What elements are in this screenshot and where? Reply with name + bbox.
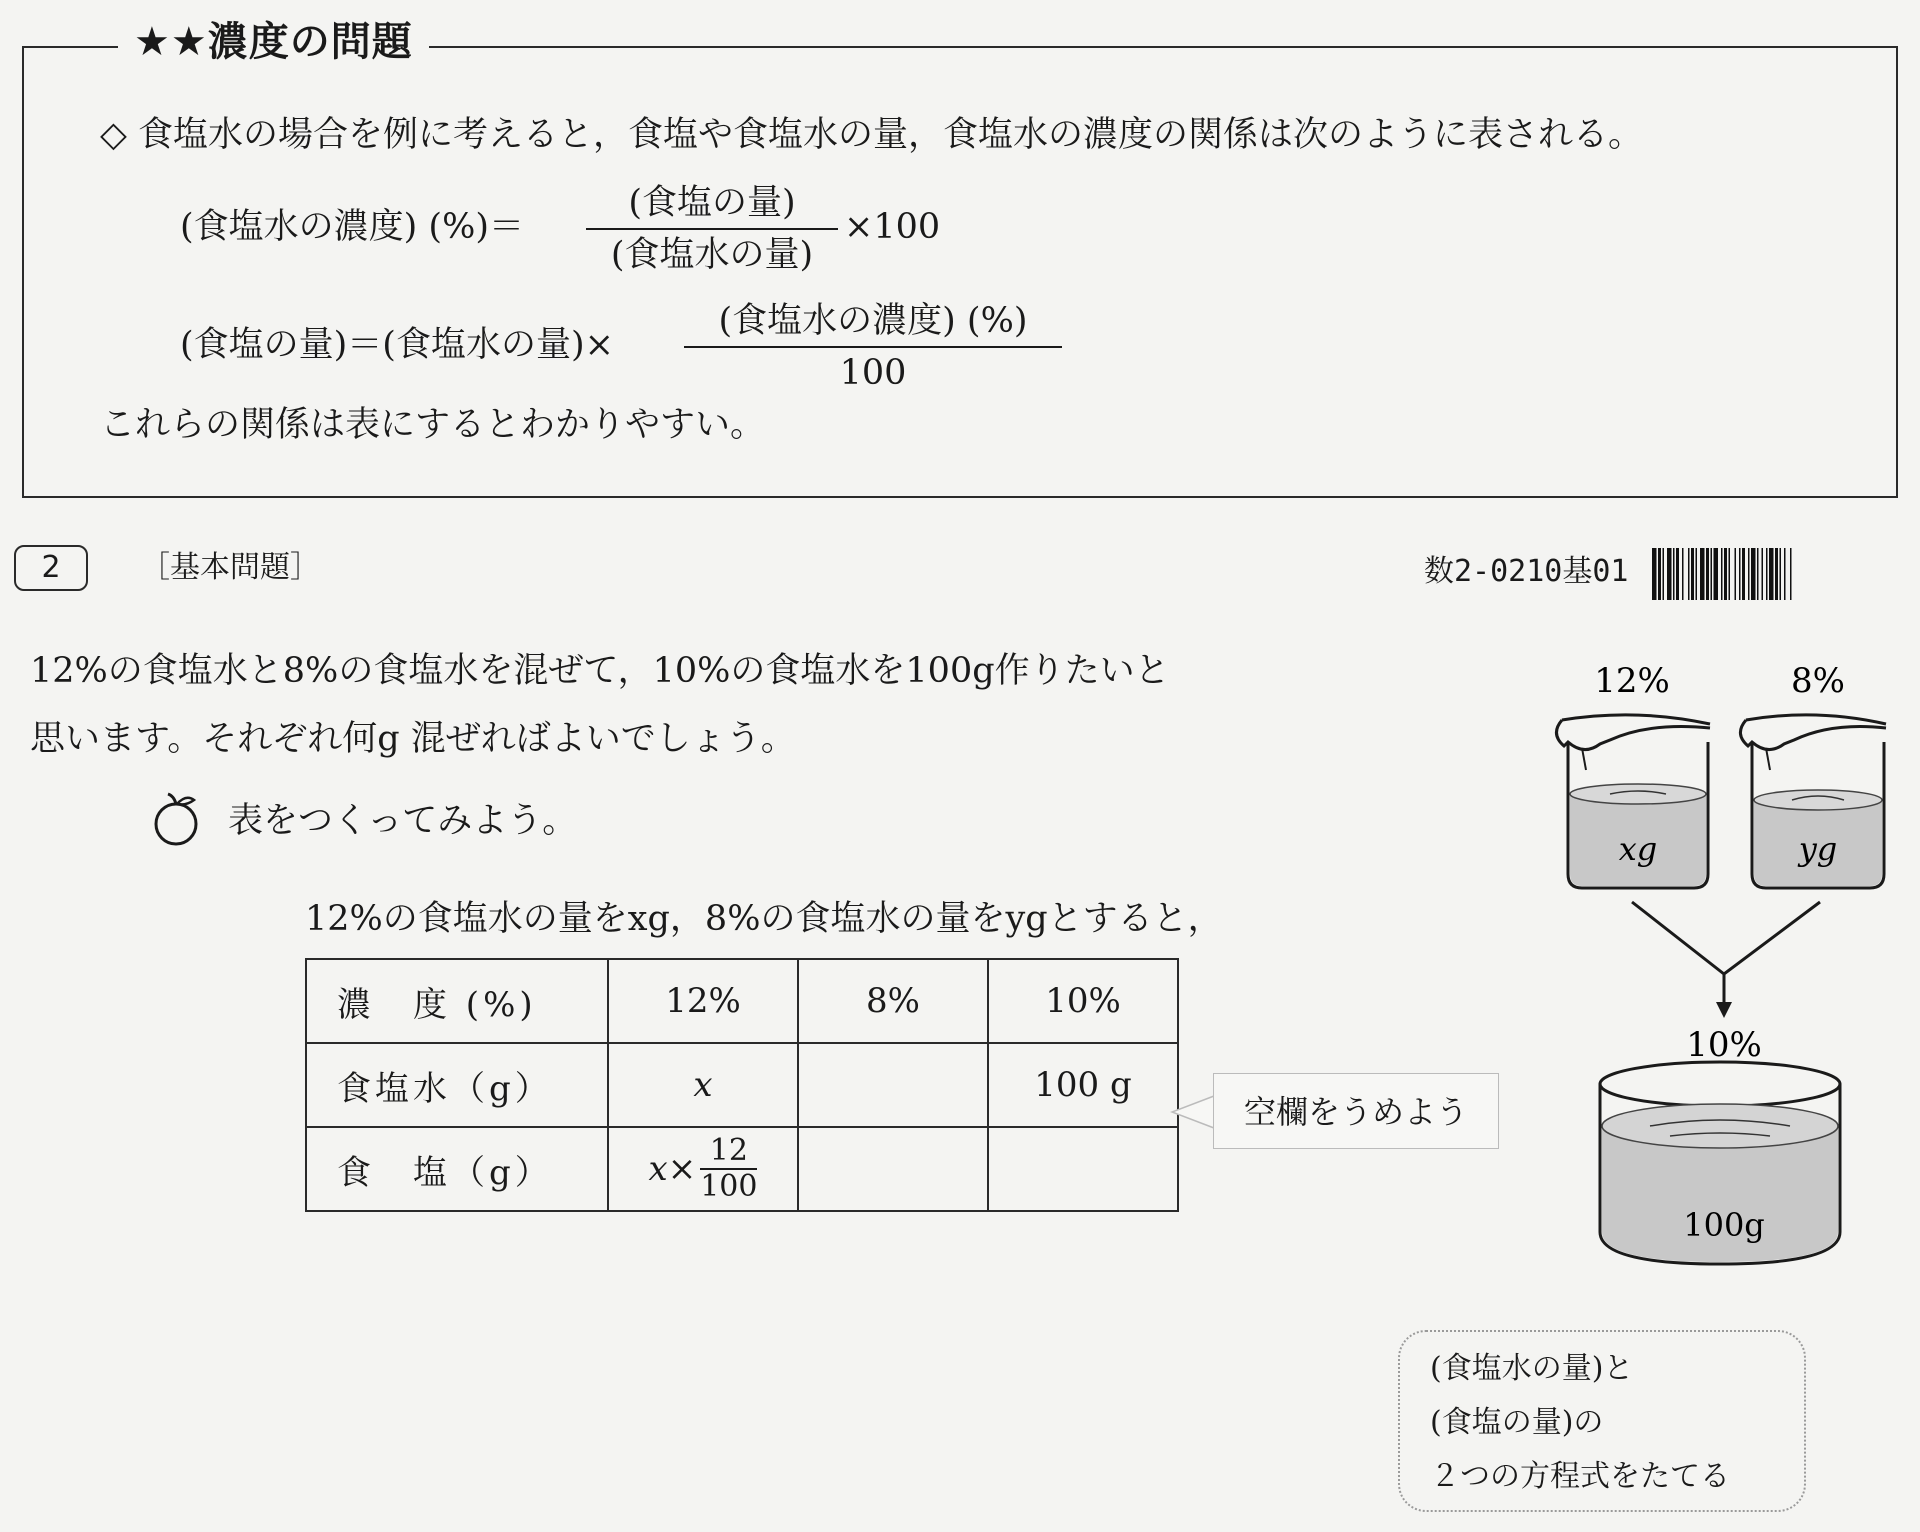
cell-salt-blank-1[interactable] (798, 1127, 988, 1211)
cell-conc-8: 8% (798, 959, 988, 1043)
cell-saltwater-blank[interactable] (798, 1043, 988, 1127)
summary-intro: ◇ 食塩水の場合を例に考えると，食塩や食塩水の量，食塩水の濃度の関係は次のように表される。 (100, 115, 1644, 155)
problem-number: 2 (14, 545, 88, 591)
arrow-down-icon (1716, 1002, 1732, 1018)
apple-icon (150, 792, 202, 848)
problem-line2: 思います。それぞれ何g 混ぜればよいでしょう。 (30, 719, 796, 759)
concentration-table (305, 958, 1179, 1212)
note-line1: (食塩水の量)と (1430, 1351, 1634, 1386)
row-header-saltwater: 食塩水（g） (306, 1043, 608, 1127)
formula2-lhs: (食塩の量)＝(食塩水の量)× (180, 325, 614, 365)
formula1-denominator: (食塩水の量) (610, 235, 814, 275)
salt-x-numerator: 12 (700, 1134, 757, 1170)
note-line2: (食塩の量)の (1430, 1405, 1604, 1440)
row-header-concentration: 濃 度 (%) (306, 959, 608, 1043)
table-row (306, 959, 1178, 1043)
formula2-numerator: (食塩水の濃度) (%) (684, 298, 1062, 348)
beaker-left-content: xg (1618, 830, 1658, 868)
result-content: 100g (1683, 1206, 1765, 1244)
formula1-fraction (586, 180, 838, 278)
merge-lines (1632, 902, 1820, 974)
problem-code: 数2-0210基01 (1424, 554, 1629, 589)
salt-x-prefix: x× (648, 1149, 697, 1189)
beaker-figure (1540, 652, 1900, 1292)
result-label: 10% (1686, 1025, 1762, 1065)
cell-saltwater-x: x (608, 1043, 798, 1127)
formula2-denominator: 100 (839, 353, 907, 393)
problem-type: ［基本問題］ (140, 550, 320, 585)
cell-salt-x (608, 1127, 798, 1211)
callout-fill-blanks: 空欄をうめよう (1213, 1073, 1499, 1149)
salt-x-denominator: 100 (700, 1169, 758, 1204)
setup-text: 12%の食塩水の量をxg，8%の食塩水の量をygとすると， (305, 899, 1223, 939)
callout-pointer (1170, 1092, 1216, 1132)
cell-salt-blank-2[interactable] (988, 1127, 1178, 1211)
hint-text: 表をつくってみよう。 (228, 801, 578, 841)
beaker-right-content: yg (1798, 830, 1838, 868)
problem-line1: 12%の食塩水と8%の食塩水を混ぜて，10%の食塩水を100g作りたいと (30, 651, 1170, 691)
cell-conc-10: 10% (988, 959, 1178, 1043)
formula2-fraction (684, 298, 1062, 396)
row-header-salt: 食 塩（g） (306, 1127, 608, 1211)
cell-conc-12: 12% (608, 959, 798, 1043)
formula1-tail: ×100 (844, 207, 941, 247)
note-box (1398, 1330, 1806, 1512)
barcode (1652, 548, 1920, 600)
beaker-right-label: 8% (1791, 661, 1845, 701)
beaker-left-label: 12% (1594, 661, 1670, 701)
formula1-lhs: (食塩水の濃度) (%)＝ (180, 207, 525, 247)
note-line3: ２つの方程式をたてる (1430, 1459, 1730, 1494)
table-row (306, 1043, 1178, 1127)
summary-conclusion: これらの関係は表にするとわかりやすい。 (100, 405, 766, 445)
table-row (306, 1127, 1178, 1211)
summary-title: ★★濃度の問題 (118, 14, 429, 70)
cell-saltwater-total: 100 g (988, 1043, 1178, 1127)
formula1-numerator: (食塩の量) (586, 180, 838, 230)
